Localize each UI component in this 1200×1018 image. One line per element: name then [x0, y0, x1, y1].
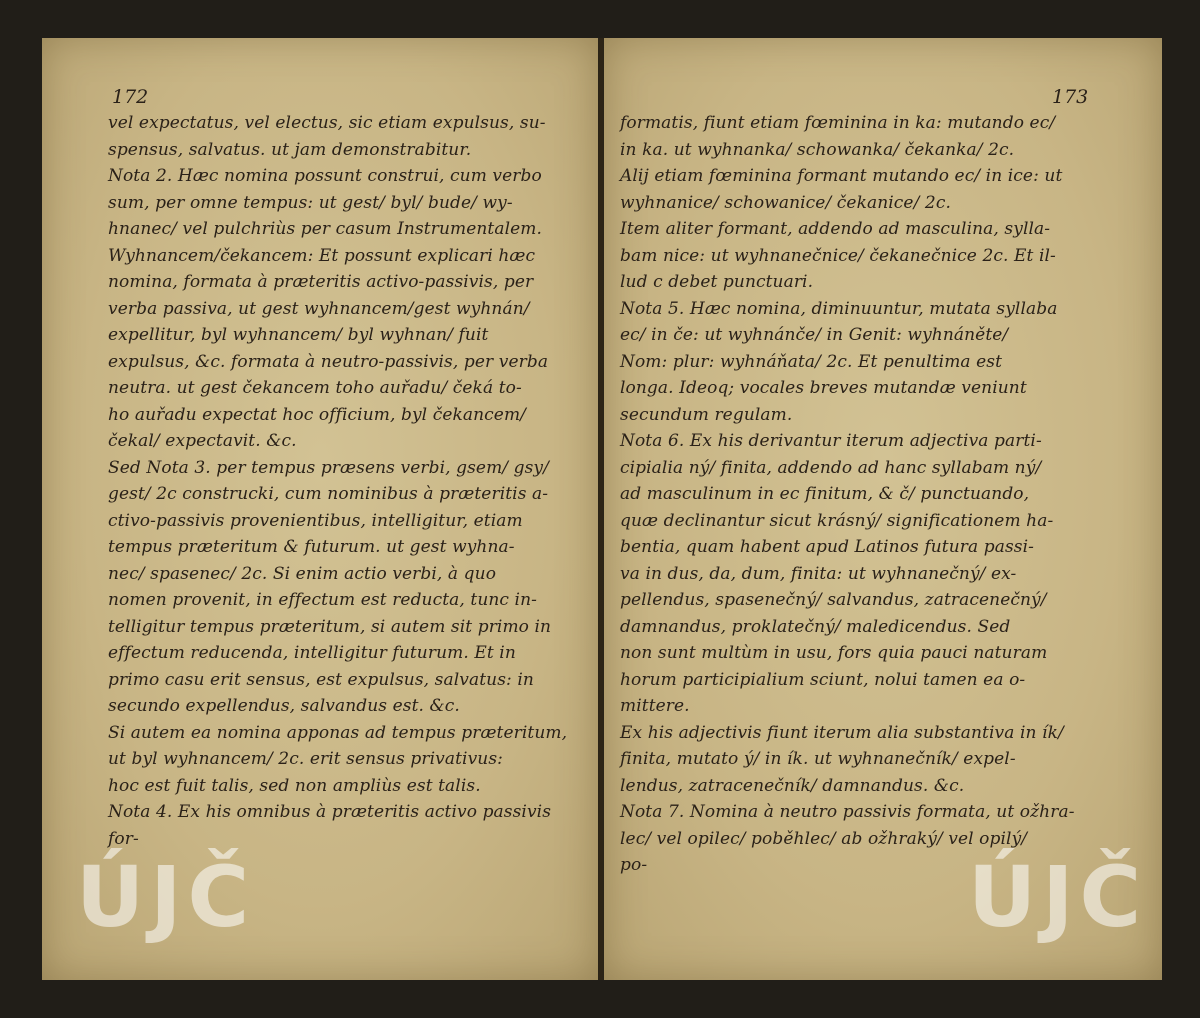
text-line: vel expectatus, vel electus, sic etiam expulsus, su-: [108, 113, 546, 133]
text-line: horum participialium sciunt, nolui tamen ea o-: [620, 669, 1026, 690]
text-line: Item aliter formant, addendo ad masculina, sylla-: [620, 219, 1051, 239]
text-line: Nota 5. Hæc nomina, diminuuntur, mutata syllaba: [620, 298, 1058, 319]
text-line: longa. Ideoq; vocales breves mutandæ veniunt: [620, 378, 1027, 398]
text-line: Si autem ea nomina apponas ad tempus præteritum,: [108, 722, 568, 743]
text-line: Nota 4. Ex his omnibus à præteritis activo passivis: [108, 802, 552, 822]
text-line: secundum regulam.: [620, 404, 793, 425]
left-page: [42, 38, 598, 980]
text-line: ut byl wyhnancem/ 2c. erit sensus privativus:: [108, 749, 503, 769]
text-line: gest/ 2c construcki, cum nominibus à præteritis a-: [108, 484, 549, 504]
text-line: telligitur tempus præteritum, si autem sit primo in: [108, 616, 552, 637]
text-line: finita, mutato ý/ in ík. ut wyhnanečník/ expel-: [620, 749, 1016, 769]
text-line: ad masculinum in ec finitum, & č/ punctuando,: [620, 484, 1030, 504]
watermark-left: ÚJČ: [76, 848, 256, 946]
text-line: va in dus, da, dum, finita: ut wyhnanečný/ ex-: [620, 563, 1017, 584]
text-line: cipialia ný/ finita, addendo ad hanc syllabam ný/: [620, 457, 1042, 478]
text-line: pellendus, spasenečný/ salvandus, zatracenečný/: [620, 590, 1047, 610]
watermark-right: ÚJČ: [968, 848, 1148, 946]
text-line: ho auřadu expectat hoc officium, byl čekancem/: [108, 404, 527, 425]
text-line: formatis, fiunt etiam fœminina in ka: mutando ec/: [620, 113, 1056, 133]
text-line: damnandus, proklatečný/ maledicendus. Sed: [620, 616, 1011, 637]
text-line: wyhnanice/ schowanice/ čekanice/ 2c.: [620, 192, 951, 213]
right-page: [604, 38, 1162, 980]
text-line: nomina, formata à præteritis activo-passivis, per: [108, 272, 534, 292]
right-page-text: [620, 110, 1120, 879]
left-page-text: [108, 110, 580, 852]
text-line: quæ declinantur sicut krásný/ significationem ha-: [620, 510, 1054, 531]
text-line: Wyhnancem/čekancem: Et possunt explicari hæc: [108, 245, 536, 266]
text-line: bentia, quam habent apud Latinos futura passi-: [620, 537, 1034, 557]
text-line: effectum reducenda, intelligitur futurum. Et in: [108, 643, 516, 663]
text-line: hoc est fuit talis, sed non ampliùs est talis.: [108, 775, 481, 796]
text-line: for-: [108, 828, 139, 849]
text-line: in ka. ut wyhnanka/ schowanka/ čekanka/ 2c.: [620, 139, 1015, 160]
text-line: Nota 2. Hæc nomina possunt construi, cum verbo: [108, 166, 542, 186]
text-line: Nota 7. Nomina à neutro passivis formata, ut ožhra-: [620, 802, 1075, 822]
text-line: expulsus, &c. formata à neutro-passivis, per verba: [108, 351, 549, 372]
page-number-left: 172: [112, 86, 149, 108]
text-line: verba passiva, ut gest wyhnancem/gest wyhnán/: [108, 298, 530, 319]
text-line: expellitur, byl wyhnancem/ byl wyhnan/ fuit: [108, 325, 489, 345]
text-line: Nota 6. Ex his derivantur iterum adjectiva parti-: [620, 431, 1042, 451]
text-line: sum, per omne tempus: ut gest/ byl/ bude/ wy-: [108, 192, 513, 213]
text-line: non sunt multùm in usu, fors quia pauci naturam: [620, 643, 1048, 663]
text-line: spensus, salvatus. ut jam demonstrabitur.: [108, 139, 472, 160]
text-line: neutra. ut gest čekancem toho auřadu/ čeká to-: [108, 378, 522, 398]
text-line: Sed Nota 3. per tempus præsens verbi, gsem/ gsy/: [108, 457, 549, 478]
text-line: primo casu erit sensus, est expulsus, salvatus: in: [108, 669, 534, 690]
text-line: lendus, zatracenečník/ damnandus. &c.: [620, 775, 965, 796]
text-line: Nom: plur: wyhnáňata/ 2c. Et penultima est: [620, 351, 1003, 372]
text-line: Ex his adjectivis fiunt iterum alia substantiva in ík/: [620, 722, 1064, 743]
text-line: tempus præteritum & futurum. ut gest wyhna-: [108, 537, 515, 557]
text-line: čekal/ expectavit. &c.: [108, 431, 297, 451]
text-line: ctivo-passivis provenientibus, intelligitur, etiam: [108, 510, 523, 531]
text-line: lec/ vel opilec/ poběhlec/ ab ožhraký/ vel opilý/: [620, 828, 1028, 849]
text-line: po-: [620, 855, 648, 875]
text-line: Alij etiam fœminina formant mutando ec/ in ice: ut: [620, 166, 1063, 186]
text-line: bam nice: ut wyhnanečnice/ čekanečnice 2c. Et il-: [620, 245, 1056, 266]
text-line: nomen provenit, in effectum est reducta, tunc in-: [108, 590, 537, 610]
text-line: ec/ in če: ut wyhnánče/ in Genit: wyhnáněte/: [620, 325, 1009, 345]
text-line: lud c debet punctuari.: [620, 272, 814, 292]
page-number-right: 173: [1052, 86, 1089, 108]
text-line: nec/ spasenec/ 2c. Si enim actio verbi, à quo: [108, 563, 497, 584]
text-line: hnanec/ vel pulchriùs per casum Instrumentalem.: [108, 219, 543, 239]
text-line: secundo expellendus, salvandus est. &c.: [108, 696, 460, 716]
text-line: mittere.: [620, 696, 690, 716]
